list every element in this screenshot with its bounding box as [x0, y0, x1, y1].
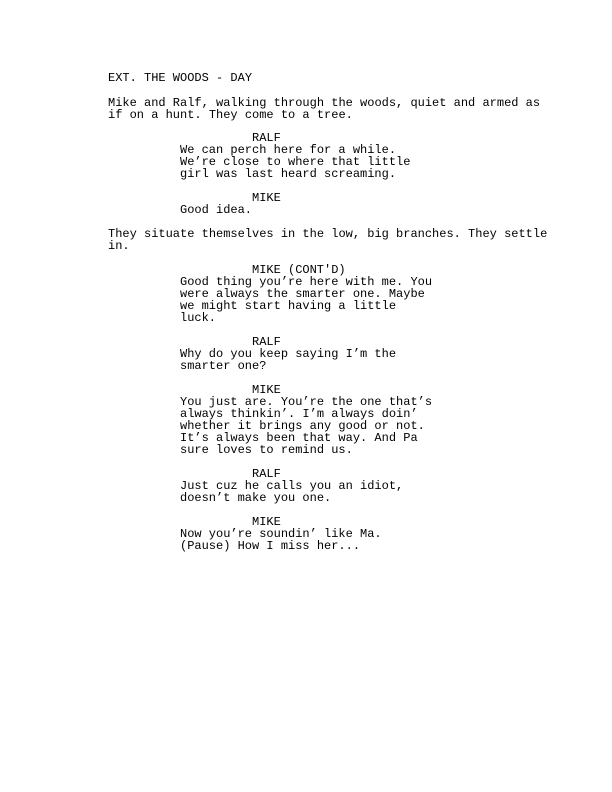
- character-name: RALF: [252, 131, 281, 145]
- action-line: They situate themselves in the low, big branches. They settle in.: [108, 227, 548, 253]
- character-name: MIKE: [252, 191, 281, 205]
- dialogue: Just cuz he calls you an idiot, doesn’t make you one.: [180, 479, 404, 505]
- dialogue: Good thing you’re here with me. You were always the smarter one. Maybe we might start having a little luck.: [180, 275, 433, 325]
- action-line: Mike and Ralf, walking through the woods, quiet and armed as if on a hunt. They come to a tree.: [108, 96, 541, 122]
- scene-heading: EXT. THE WOODS - DAY: [108, 71, 253, 85]
- dialogue: Why do you keep saying I’m the smarter one?: [180, 347, 397, 373]
- dialogue: We can perch here for a while. We’re close to where that little girl was last heard screaming.: [180, 143, 411, 181]
- character-name: MIKE: [252, 383, 281, 397]
- dialogue: Good idea.: [180, 203, 253, 217]
- dialogue: You just are. You’re the one that’s always thinkin’. I’m always doin’ whether it brings any good or not. It’s always been that way. And Pa sure loves to remind us.: [180, 395, 433, 457]
- character-name: RALF: [252, 467, 281, 481]
- character-name: RALF: [252, 335, 281, 349]
- dialogue: Now you’re soundin’ like Ma. (Pause) How I miss her...: [180, 527, 382, 553]
- character-name: MIKE: [252, 515, 281, 529]
- character-name: MIKE (CONT'D): [252, 263, 346, 277]
